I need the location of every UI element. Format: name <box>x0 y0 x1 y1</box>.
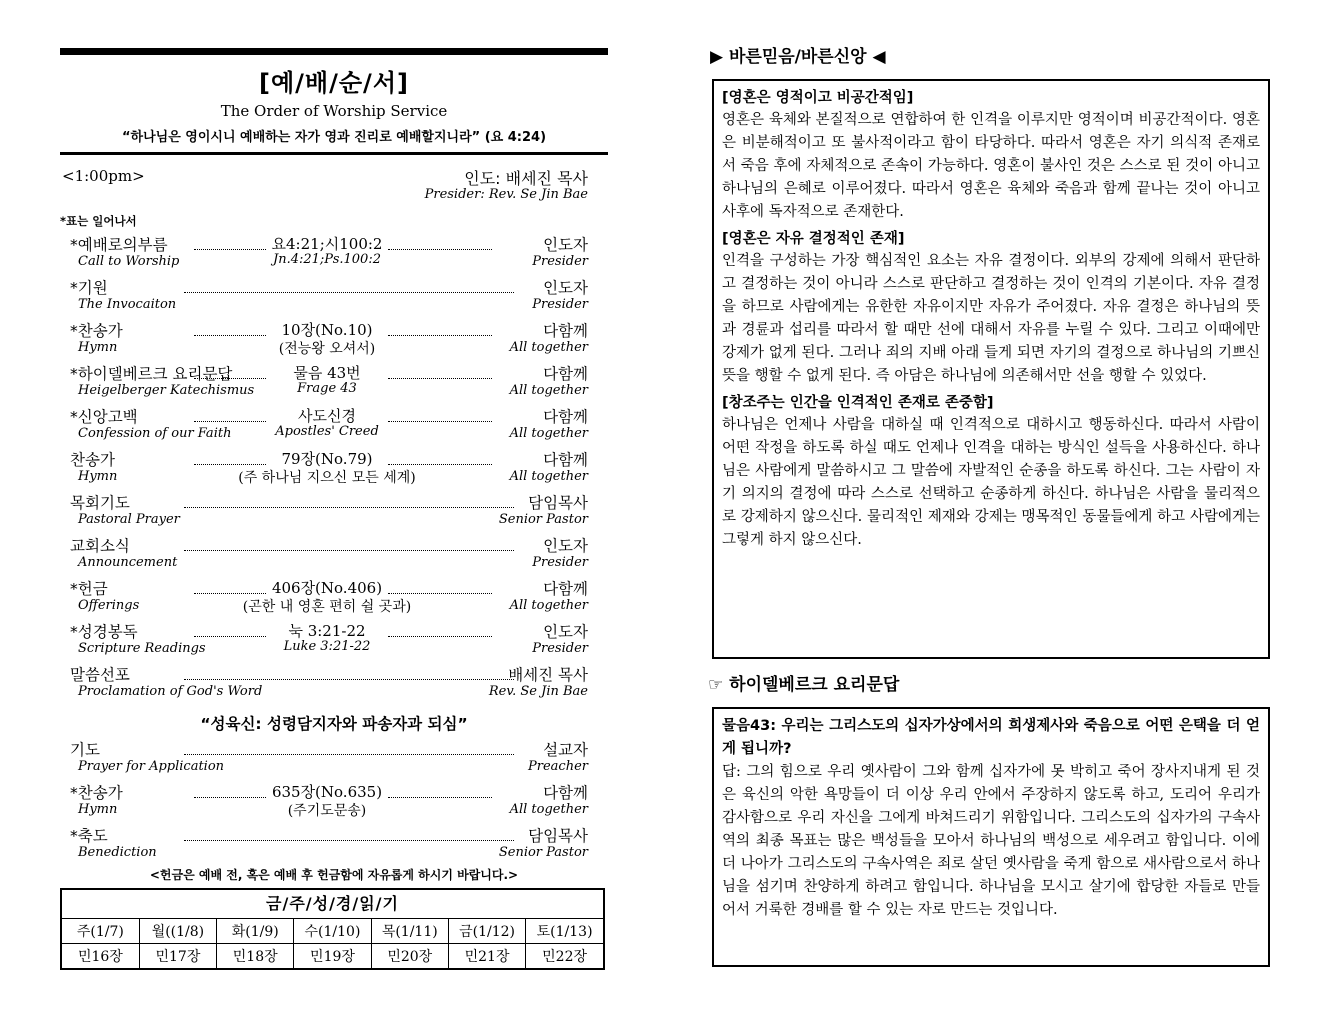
order-item <box>60 405 608 448</box>
item-responsible-english: All together <box>509 383 588 398</box>
item-korean-name: *기원 <box>70 279 108 297</box>
order-item <box>60 738 608 781</box>
item-responsible-english: Presider <box>532 641 588 656</box>
presider-korean: 인도: 배세진 목사 <box>464 169 588 188</box>
item-responsible: 다함께 <box>543 322 588 340</box>
order-item <box>60 781 608 824</box>
item-responsible: 인도자 <box>543 236 588 254</box>
item-korean-name: 기도 <box>70 741 100 759</box>
item-korean-name: *축도 <box>70 827 108 845</box>
item-responsible: 담임목사 <box>528 494 588 512</box>
top-rule <box>60 48 608 55</box>
order-list-after-sermon <box>60 738 608 867</box>
faith-box <box>712 79 1270 659</box>
item-center-text: 물음 43번 <box>293 364 361 382</box>
order-list <box>60 233 608 706</box>
item-korean-name: 교회소식 <box>70 537 130 555</box>
item-english-name: Offerings <box>78 598 140 613</box>
item-responsible-english: All together <box>509 469 588 484</box>
item-korean-name: *찬송가 <box>70 322 123 340</box>
reading-day: 목(1/11) <box>371 919 448 944</box>
catechism-box <box>712 707 1270 967</box>
item-center-text: 10장(No.10) <box>281 321 373 339</box>
reading-chapter: 민16장 <box>62 944 139 969</box>
item-responsible-english: All together <box>509 340 588 355</box>
faith-section <box>708 42 1270 72</box>
item-responsible-english: All together <box>509 426 588 441</box>
reading-days-row <box>62 919 603 944</box>
reading-chapter: 민19장 <box>294 944 371 969</box>
worship-order-section <box>60 48 608 883</box>
item-english-name: Heigelberger Katechismus <box>78 383 255 398</box>
item-responsible-english: Presider <box>532 555 588 570</box>
item-english-name: Announcement <box>78 555 178 570</box>
item-center-text: 79장(No.79) <box>281 450 373 468</box>
dot-leader <box>184 507 514 508</box>
order-item <box>60 534 608 577</box>
reading-day: 금(1/12) <box>448 919 525 944</box>
item-responsible: 다함께 <box>543 784 588 802</box>
item-english-name: Pastoral Prayer <box>78 512 180 527</box>
reading-day: 주(1/7) <box>62 919 139 944</box>
item-responsible: 다함께 <box>543 365 588 383</box>
item-english-name: Hymn <box>78 469 118 484</box>
item-english-name: Prayer for Application <box>78 759 225 774</box>
item-center-subtext: Frage 43 <box>297 381 357 396</box>
reading-day: 월((1/8) <box>139 919 216 944</box>
reading-chapter: 민20장 <box>371 944 448 969</box>
item-responsible-english: All together <box>509 802 588 817</box>
item-responsible: 다함께 <box>543 580 588 598</box>
item-english-name: Call to Worship <box>78 254 180 269</box>
item-center-subtext: (주 하나님 지으신 모든 세계) <box>238 470 416 486</box>
reading-chapter: 민22장 <box>526 944 603 969</box>
presider-english: Presider: Rev. Se Jin Bae <box>424 187 588 202</box>
item-responsible: 인도자 <box>543 537 588 555</box>
item-responsible: 설교자 <box>543 741 588 759</box>
item-english-name: Confession of our Faith <box>78 426 232 441</box>
item-korean-name: *헌금 <box>70 580 108 598</box>
dot-leader <box>184 550 514 551</box>
faith-section-body: 영혼은 육체와 본질적으로 연합하여 한 인격을 이루지만 영적이며 비공간적이다. 영혼은 비분해적이고 또 불사적이라고 함이 타당하다. 따라서 영혼은 자기 의식적 존재로서 죽음 후에 자체적으로 존속이 가능하다. 영혼이 불사인 것은 스스로 된 것이 아니고 하나님의 은혜로 이루어졌다. 따라서 영혼은 육체와 죽음과 함께 끝나는 것이 아니고 사후에 독자적으로 존재한다. <box>722 112 1260 220</box>
order-item <box>60 491 608 534</box>
item-english-name: The Invocaiton <box>78 297 177 312</box>
order-item <box>60 233 608 276</box>
item-center-text: 요4:21;시100:2 <box>271 235 383 253</box>
reading-day: 화(1/9) <box>217 919 294 944</box>
item-center-subtext: (전능왕 오셔서) <box>278 341 376 357</box>
reading-day: 수(1/10) <box>294 919 371 944</box>
reading-title: 금/주/성/경/읽/기 <box>62 890 603 919</box>
faith-section-body: 인격을 구성하는 가장 핵심적인 요소는 자유 결정이다. 외부의 강제에 의해서 판단하고 결정하는 것이 아니라 스스로 판단하고 결정하는 것이 인격의 기본이다. 자유 결정을 하므로 사람에게는 유한한 자유이지만 자유가 주어졌다. 자유 결정은 하나님의 뜻과 경륜과 섭리를 따라서 할 때만 선에 대해서 자유를 누릴 수 있다. 그리고 이때에만 강제가 없게 된다. 그러나 죄의 지배 아래 들게 되면 자기의 결정으로 하나님의 기쁘신 뜻을 행할 수 없게 된다. 즉 아담은 하나님에 의존해서만 선을 행할 수 있었다. <box>722 253 1260 384</box>
item-center-subtext: Apostles' Creed <box>275 424 379 439</box>
service-info <box>60 161 608 207</box>
faith-section-title: [영혼은 영적이고 비공간적임] <box>722 90 914 106</box>
dot-leader <box>184 292 514 293</box>
reading-chapters-row <box>62 944 603 969</box>
item-korean-name: *찬송가 <box>70 784 123 802</box>
service-time: <1:00pm> <box>62 167 145 185</box>
offering-note: <헌금은 예배 전, 혹은 예배 후 헌금함에 자유롭게 하시기 바랍니다.> <box>149 868 519 882</box>
divider-rule <box>60 152 608 155</box>
item-english-name: Proclamation of God's Word <box>78 684 263 699</box>
item-responsible: 배세진 목사 <box>508 666 588 684</box>
order-item <box>60 448 608 491</box>
item-center-subtext: (곤한 내 영혼 편히 쉴 곳과) <box>242 599 412 615</box>
worship-subtitle: The Order of Worship Service <box>220 102 448 120</box>
worship-title: [예/배/순/서] <box>259 69 409 97</box>
item-responsible-english: Preacher <box>528 759 588 774</box>
catechism-answer: 답: 그의 힘으로 우리 옛사람이 그와 함께 십자가에 못 박히고 죽어 장사지내게 된 것은 육신의 악한 욕망들이 더 이상 우리 안에서 주장하지 않도록 하고, 도리어 우리가 감사함으로 우리 자신을 그에게 바쳐드리기 위함입니다. 그리스도의 십자가의 구속사역의 최종 목표는 많은 백성들을 모아서 하나님의 백성으로 세우려고 함입니다. 이에 더 나아가 그리스도의 구속사역은 죄로 살던 옛사람을 죽게 함으로 새사람으로서 하나님을 섬기며 찬양하게 하려고 함입니다. 하나님을 모시고 살기에 합당한 자들로 만들어서 거룩한 경배를 할 수 있는 자로 만드는 것입니다. <box>722 764 1260 918</box>
item-responsible: 인도자 <box>543 623 588 641</box>
sermon-title: “성육신: 성령담지자와 파송자과 되심” <box>200 715 468 733</box>
item-center-text: 사도신경 <box>298 407 356 425</box>
item-responsible-english: Presider <box>532 254 588 269</box>
item-korean-name: 말씀선포 <box>70 666 130 684</box>
item-center-subtext: (주기도문송) <box>287 803 367 819</box>
item-center-subtext: Luke 3:21-22 <box>283 639 371 654</box>
order-item <box>60 620 608 663</box>
item-korean-name: *하이델베르크 요리문답 <box>70 365 233 383</box>
faith-section-title: [영혼은 자유 결정적인 존재] <box>722 231 905 247</box>
order-item <box>60 362 608 405</box>
order-item <box>60 824 608 867</box>
item-center-text: 눅 3:21-22 <box>288 622 366 640</box>
item-english-name: Hymn <box>78 802 118 817</box>
item-center-text: 635장(No.635) <box>271 783 383 801</box>
item-korean-name: *성경봉독 <box>70 623 138 641</box>
reading-chapter: 민21장 <box>448 944 525 969</box>
item-korean-name: 목회기도 <box>70 494 130 512</box>
worship-verse: “하나님은 영이시니 예배하는 자가 영과 진리로 예배할지니라” (요 4:24) <box>121 130 547 145</box>
item-center-text: 406장(No.406) <box>271 579 383 597</box>
item-responsible: 다함께 <box>543 408 588 426</box>
reading-chapter: 민17장 <box>139 944 216 969</box>
dot-leader <box>184 840 514 841</box>
catechism-question: 물음43: 우리는 그리스도의 십자가상에서의 희생제사와 죽음으로 어떤 은택을 더 얻게 됩니까? <box>722 718 1260 757</box>
faith-section-body: 하나님은 언제나 사람을 대하실 때 인격적으로 대하시고 행동하신다. 따라서 사람이 어떤 작정을 하도록 하실 때도 언제나 인격을 대하는 방식인 설득을 사용하신다. 하나님은 사람에게 말씀하시고 그 말씀에 자발적인 순종을 하도록 하신다. 그는 사람이 자기 의지의 결정에 따라 스스로 선택하고 순종하게 하신다. 하나님은 사람을 물리적으로 강제하지 않으신다. 물리적인 제재와 강제는 맹목적인 동물들에게 하고 사람에게는 그렇게 하지 않으신다. <box>722 417 1260 548</box>
item-responsible: 다함께 <box>543 451 588 469</box>
reading-day: 토(1/13) <box>526 919 603 944</box>
faith-section-title: [창조주는 인간을 인격적인 존재로 존중함] <box>722 395 994 411</box>
faith-heading: ▶ 바른믿음/바른신앙 ◀ <box>710 47 886 67</box>
order-item <box>60 663 608 706</box>
order-item <box>60 319 608 362</box>
item-responsible: 담임목사 <box>528 827 588 845</box>
item-responsible-english: All together <box>509 598 588 613</box>
item-responsible-english: Senior Pastor <box>498 845 588 860</box>
weekly-bible-reading <box>60 888 605 970</box>
dot-leader <box>184 754 514 755</box>
item-responsible-english: Rev. Se Jin Bae <box>488 684 588 699</box>
item-responsible-english: Presider <box>532 297 588 312</box>
item-korean-name: 찬송가 <box>70 451 115 469</box>
item-english-name: Scripture Readings <box>78 641 206 656</box>
stand-note: *표는 일어나서 <box>60 214 137 228</box>
reading-table <box>62 919 603 968</box>
item-english-name: Benediction <box>78 845 157 860</box>
catechism-heading: ☞ 하이델베르크 요리문답 <box>708 675 900 695</box>
item-center-subtext: Jn.4:21;Ps.100:2 <box>273 252 381 267</box>
item-responsible: 인도자 <box>543 279 588 297</box>
dot-leader <box>184 679 514 680</box>
item-responsible-english: Senior Pastor <box>498 512 588 527</box>
item-english-name: Hymn <box>78 340 118 355</box>
order-item <box>60 577 608 620</box>
item-korean-name: *신앙고백 <box>70 408 138 426</box>
order-item <box>60 276 608 319</box>
reading-chapter: 민18장 <box>217 944 294 969</box>
item-korean-name: *예배로의부름 <box>70 236 168 254</box>
